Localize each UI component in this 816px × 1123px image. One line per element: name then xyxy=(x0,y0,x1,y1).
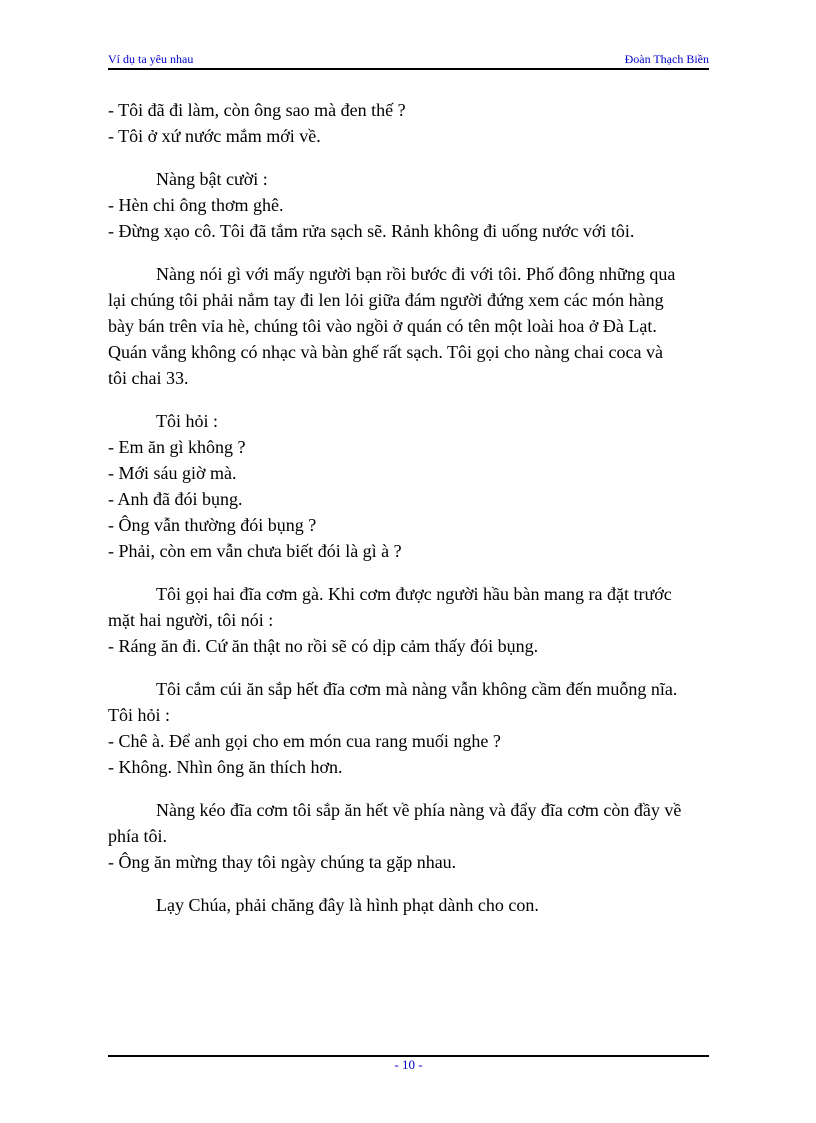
text-line: - Hèn chi ông thơm ghê. xyxy=(108,195,284,215)
text-line: Tôi cắm cúi ăn sắp hết đĩa cơm mà nàng vẫn không cầm đến muỗng nĩa. xyxy=(156,679,678,699)
paragraph-gap xyxy=(108,149,709,166)
paragraph-gap xyxy=(108,875,709,892)
paragraph-gap xyxy=(108,659,709,676)
header-author: Đoàn Thạch Biền xyxy=(624,52,709,66)
text-line: - Anh đã đói bụng. xyxy=(108,489,243,509)
page-body xyxy=(108,97,709,918)
text-line: - Tôi ở xứ nước mắm mới về. xyxy=(108,126,321,146)
text-line: - Ráng ăn đi. Cứ ăn thật no rồi sẽ có dịp cảm thấy đói bụng. xyxy=(108,636,539,656)
paragraph-gap xyxy=(108,244,709,261)
header-rule xyxy=(108,68,709,70)
text-line: Tôi hỏi : xyxy=(108,705,170,725)
text-line: Tôi hỏi : xyxy=(156,411,218,431)
text-line: - Tôi đã đi làm, còn ông sao mà đen thế ? xyxy=(108,100,406,120)
text-line: bày bán trên vỉa hè, chúng tôi vào ngồi ở quán có tên một loài hoa ở Đà Lạt. xyxy=(108,316,657,336)
text-line: Nàng nói gì với mấy người bạn rồi bước đi với tôi. Phố đông những qua xyxy=(156,264,676,284)
paragraph-gap xyxy=(108,564,709,581)
page-header xyxy=(108,50,709,70)
text-line: - Em ăn gì không ? xyxy=(108,437,246,457)
text-line: Tôi gọi hai đĩa cơm gà. Khi cơm được người hầu bàn mang ra đặt trước xyxy=(156,584,672,604)
text-line: lại chúng tôi phải nắm tay đi len lỏi giữa đám người đứng xem các món hàng xyxy=(108,290,664,310)
text-line: - Ông vẫn thường đói bụng ? xyxy=(108,515,317,535)
text-line: mặt hai người, tôi nói : xyxy=(108,610,274,630)
paragraph-gap xyxy=(108,780,709,797)
text-line: phía tôi. xyxy=(108,826,167,846)
text-line: - Không. Nhìn ông ăn thích hơn. xyxy=(108,757,343,777)
text-line: Quán vắng không có nhạc và bàn ghế rất sạch. Tôi gọi cho nàng chai coca và xyxy=(108,342,663,362)
text-line: Nàng kéo đĩa cơm tôi sắp ăn hết về phía nàng và đẩy đĩa cơm còn đầy về xyxy=(156,800,682,820)
paragraph-gap xyxy=(108,391,709,408)
text-line: - Ông ăn mừng thay tôi ngày chúng ta gặp nhau. xyxy=(108,852,457,872)
text-line: - Mới sáu giờ mà. xyxy=(108,463,237,483)
header-book-title: Ví dụ ta yêu nhau xyxy=(108,52,194,66)
text-line: tôi chai 33. xyxy=(108,368,189,388)
text-line: - Đừng xạo cô. Tôi đã tắm rửa sạch sẽ. Rảnh không đi uống nước với tôi. xyxy=(108,221,635,241)
text-line: Nàng bật cười : xyxy=(156,169,268,189)
text-line: Lạy Chúa, phải chăng đây là hình phạt dành cho con. xyxy=(156,895,539,915)
text-line: - Chê à. Để anh gọi cho em món cua rang muối nghe ? xyxy=(108,731,501,751)
page-number: - 10 - xyxy=(394,1057,423,1072)
text-line: - Phải, còn em vẫn chưa biết đói là gì à ? xyxy=(108,541,402,561)
